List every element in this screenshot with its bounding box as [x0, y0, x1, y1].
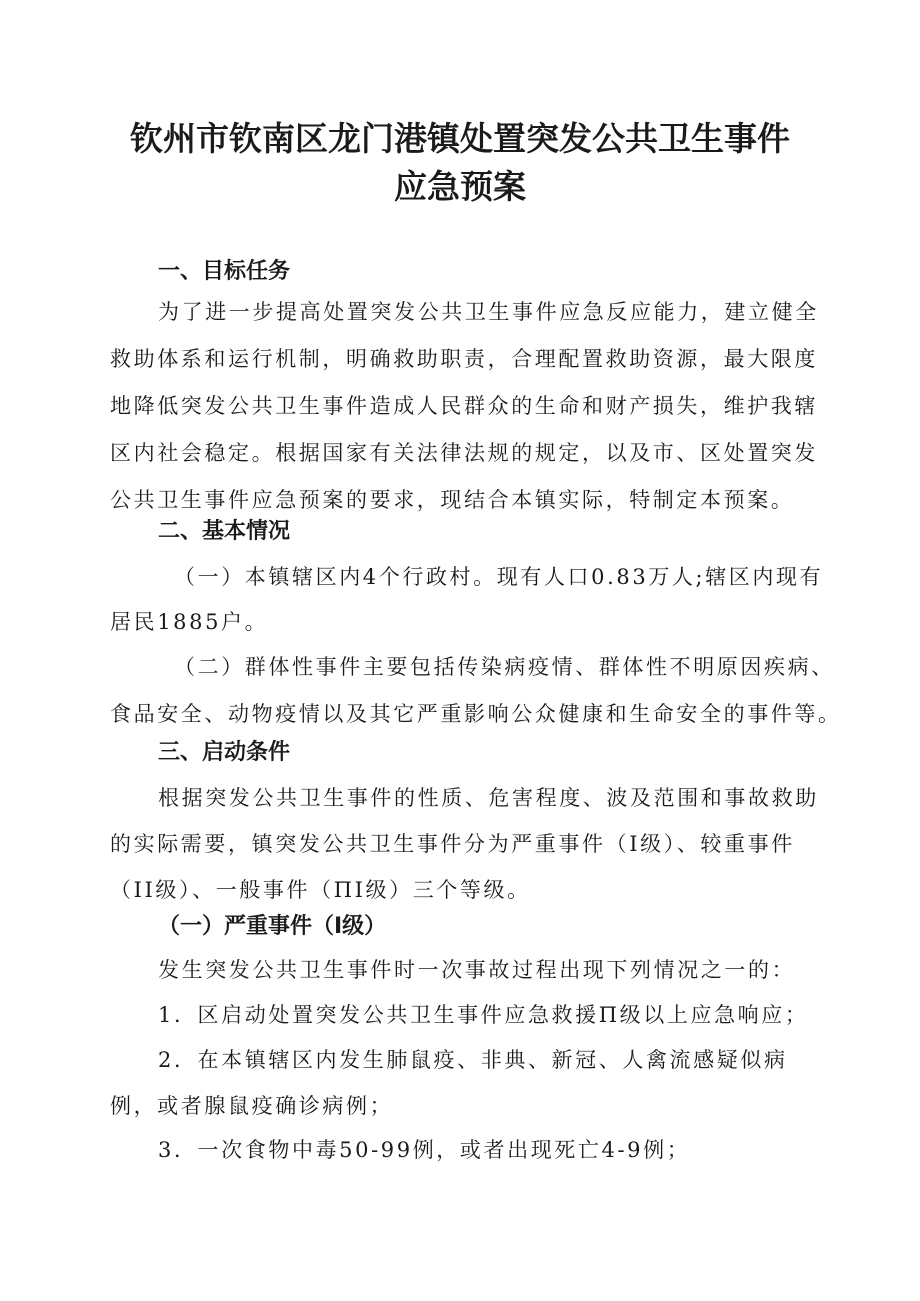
list-item: 2．在本镇辖区内发生肺鼠疫、非典、新冠、人禽流感疑似病	[158, 1048, 788, 1072]
paragraph-line: （二）群体性事件主要包括传染病疫情、群体性不明原因疾病、	[174, 655, 835, 679]
subsection-heading-severe-event: （一）严重事件（I级）	[158, 914, 387, 939]
paragraph-line: （一）本镇辖区内4个行政村。现有人口0.83万人;辖区内现有	[174, 565, 824, 589]
paragraph-line: 食品安全、动物疫情以及其它严重影响公众健康和生命安全的事件等。	[110, 702, 842, 726]
paragraph-line: （II级）、一般事件（ΠI级）三个等级。	[110, 878, 531, 902]
paragraph-line: 区内社会稳定。根据国家有关法律法规的规定，以及市、区处置突发	[110, 441, 818, 465]
paragraph-line: 地降低突发公共卫生事件造成人民群众的生命和财产损失，维护我辖	[110, 394, 818, 418]
list-item-continuation: 例，或者腺鼠疫确诊病例；	[110, 1094, 394, 1118]
paragraph-line: 的实际需要，镇突发公共卫生事件分为严重事件（I级）、较重事件	[110, 832, 795, 856]
document-title-line-2: 应急预案	[394, 167, 526, 206]
paragraph-line: 根据突发公共卫生事件的性质、危害程度、波及范围和事故救助	[158, 786, 819, 810]
document-title-line-1: 钦州市钦南区龙门港镇处置突发公共卫生事件	[130, 119, 790, 158]
section-heading-trigger-conditions: 三、启动条件	[158, 740, 291, 765]
paragraph-line: 救助体系和运行机制，明确救助职责，合理配置救助资源，最大限度	[110, 347, 818, 371]
paragraph-line: 为了进一步提高处置突发公共卫生事件应急反应能力，建立健全	[158, 300, 819, 324]
paragraph-line: 居民1885户。	[110, 610, 269, 634]
section-heading-basic-info: 二、基本情况	[158, 519, 291, 544]
paragraph-line: 发生突发公共卫生事件时一次事故过程出现下列情况之一的：	[158, 958, 796, 982]
list-item: 3．一次食物中毒50-99例，或者出现死亡4-9例；	[158, 1138, 691, 1162]
list-item: 1．区启动处置突发公共卫生事件应急救援Π级以上应急响应；	[158, 1003, 809, 1027]
paragraph-line: 公共卫生事件应急预案的要求，现结合本镇实际，特制定本预案。	[110, 488, 795, 512]
section-heading-goals: 一、目标任务	[158, 259, 291, 284]
